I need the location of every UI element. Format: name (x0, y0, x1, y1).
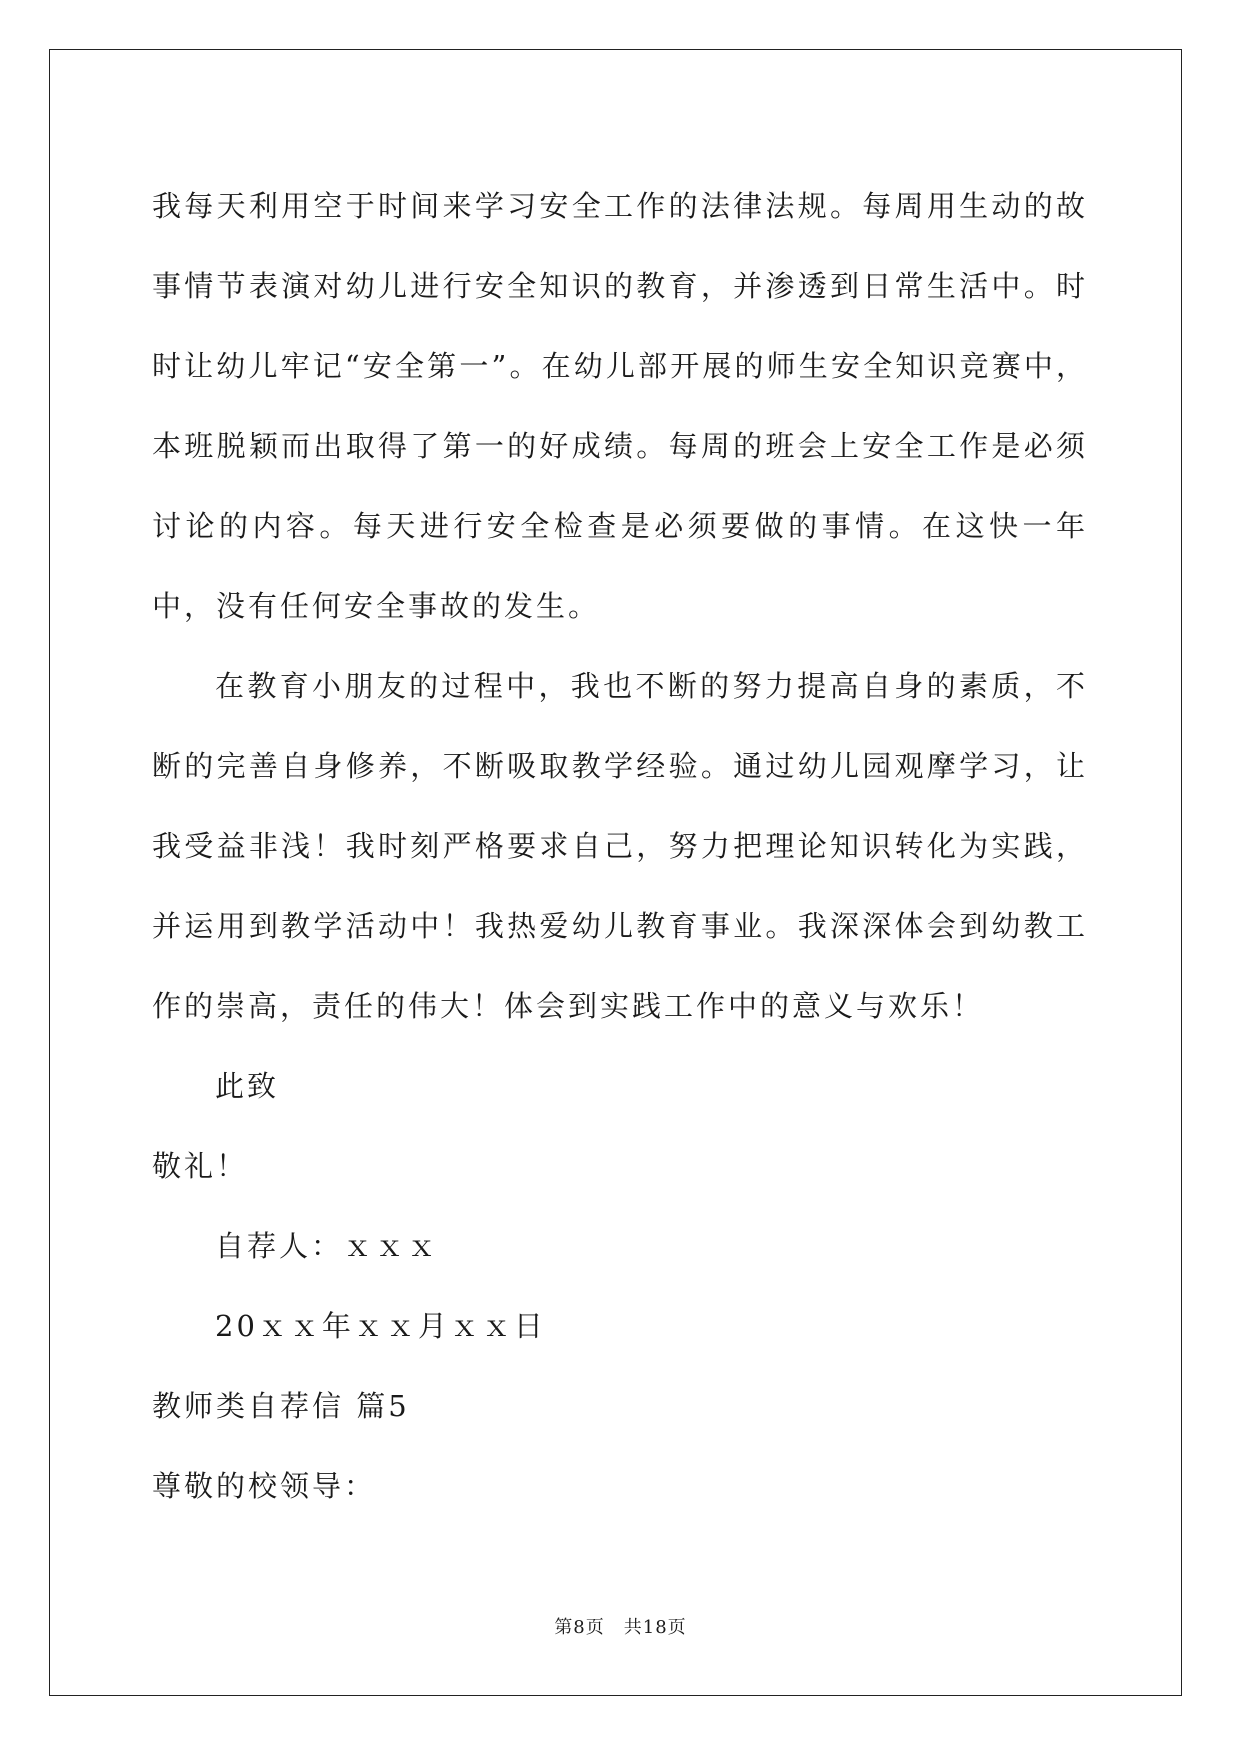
section-heading: 教师类自荐信 篇5 (152, 1389, 410, 1423)
greeting-line: 尊敬的校领导： (152, 1469, 377, 1503)
document-body (152, 166, 1088, 1526)
signature-line: 自荐人：ｘｘｘ (215, 1229, 440, 1263)
paragraph-safety: 我每天利用空于时间来学习安全工作的法律法规。每周用生动的故事情节表演对幼儿进行安全知识的教育，并渗透到日常生活中。时时让幼儿牢记“安全第一”。在幼儿部开展的师生安全知识竞赛中，本班脱颖而出取得了第一的好成绩。每周的班会上安全工作是必须讨论的内容。每天进行安全检查是必须要做的事情。在这快一年中，没有任何安全事故的发生。 (152, 189, 1088, 623)
page-number: 第8页 共18页 (554, 1617, 687, 1638)
salute-line: 敬礼！ (152, 1149, 249, 1183)
closing-line: 此致 (215, 1069, 280, 1103)
paragraph-education: 在教育小朋友的过程中，我也不断的努力提高自身的素质，不断的完善自身修养，不断吸取教学经验。通过幼儿园观摩学习，让我受益非浅！我时刻严格要求自己，努力把理论知识转化为实践，并运用到教学活动中！我热爱幼儿教育事业。我深深体会到幼教工作的崇高，责任的伟大！体会到实践工作中的意义与欢乐！ (152, 669, 1088, 1023)
date-line: 20ｘｘ年ｘｘ月ｘｘ日 (215, 1309, 546, 1343)
